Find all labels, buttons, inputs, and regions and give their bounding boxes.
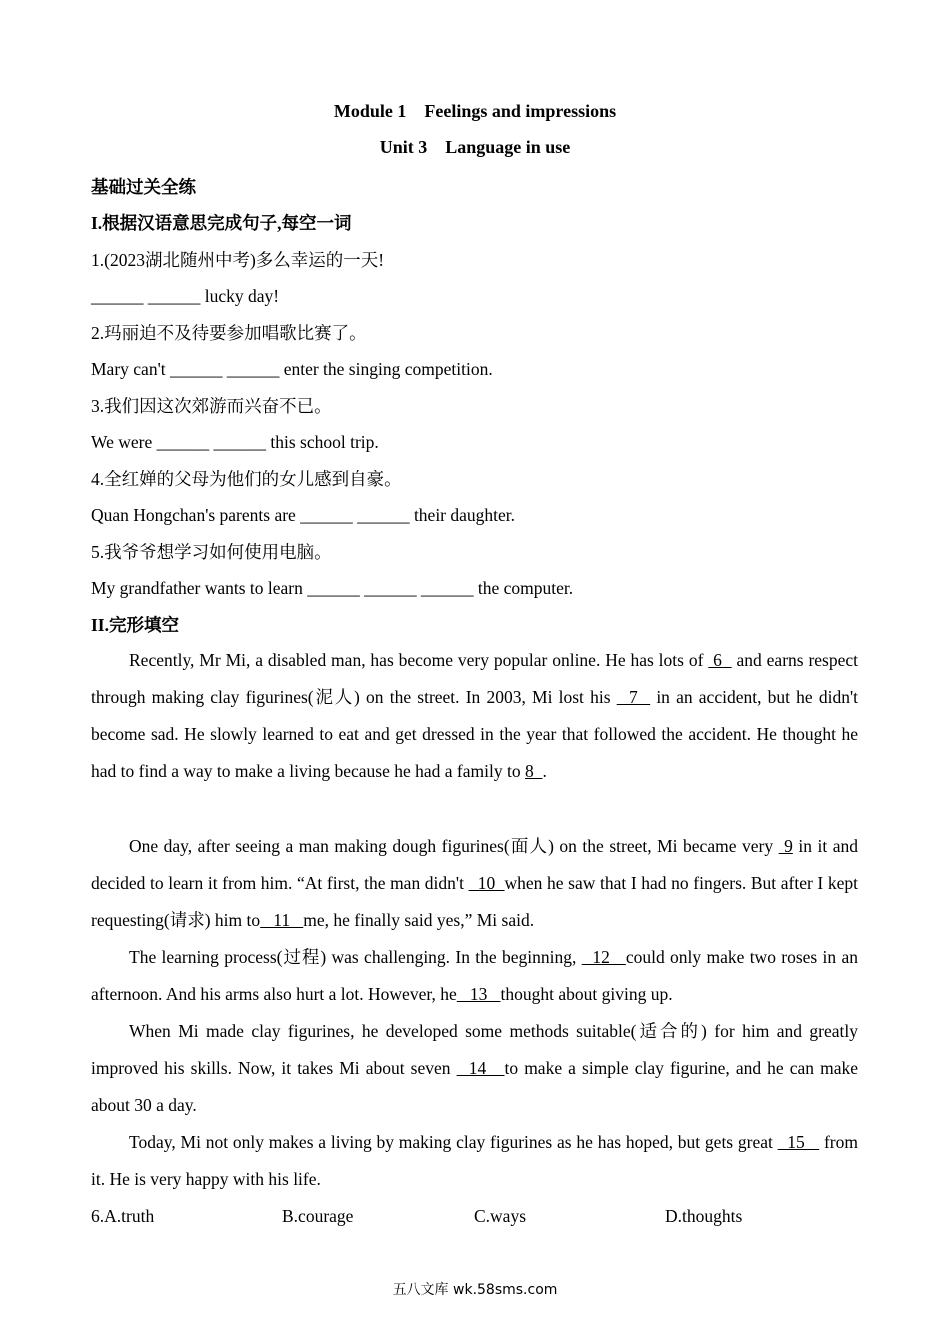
cloze-paragraph-4: When Mi made clay figurines, he developed some methods suitable(适合的) for him and greatly improved his skills. Now, it takes Mi about seven 14 to make a simple clay figurine, and he can make about 30 a day. [91,1021,859,1115]
footer-watermark: 五八文库 wk.58sms.com [392,1282,558,1298]
part1-heading: I.根据汉语意思完成句子,每空一词 [91,213,352,233]
q6-option-c: C.ways [474,1206,527,1226]
question-4-chinese: 4.全红婵的父母为他们的女儿感到自豪。 [91,469,402,489]
question-5-chinese: 5.我爷爷想学习如何使用电脑。 [91,542,332,562]
blank-14: 14 [456,1058,505,1078]
blank-6: 6 [708,650,732,670]
blank-11: 11 [260,910,304,930]
question-3-chinese: 3.我们因这次郊游而兴奋不已。 [91,396,332,416]
q6-option-b: B.courage [282,1206,354,1226]
module-title: Module 1 Feelings and impressions [333,101,617,121]
blank-7: 7 [616,687,651,707]
question-3-english: We were ______ ______ this school trip. [91,432,379,452]
cloze-paragraph-1: Recently, Mr Mi, a disabled man, has become very popular online. He has lots of 6 and earns respect through making clay figurines(泥人) on the street. In 2003, Mi lost his 7 in an accident, but he didn't become sad. He slowly learned to eat and get dressed in the year that followed the accident. He thought he had to find a way to make a living because he had a family to 8 . [91,650,859,781]
question-2-chinese: 2.玛丽迫不及待要参加唱歌比赛了。 [91,323,367,343]
q6-option-d: D.thoughts [665,1206,743,1226]
cloze-paragraph-2: One day, after seeing a man making dough figurines(面人) on the street, Mi became very 9 in it and decided to learn it from him. “At first, the man didn't 10 when he saw that I had no fingers. But after I kept requesting(请求) him to 11 me, he finally said yes,” Mi said. [91,836,858,930]
part2-heading: II.完形填空 [91,615,179,635]
question-1-chinese: 1.(2023湖北随州中考)多么幸运的一天! [91,250,385,270]
cloze-paragraph-5: Today, Mi not only makes a living by making clay figurines as he has hoped, but gets great 15 from it. He is very happy with his life. [91,1132,858,1189]
question-4-english: Quan Hongchan's parents are ______ ______ their daughter. [91,505,516,525]
cloze-paragraph-3: The learning process(过程) was challenging. In the beginning, 12 could only make two roses in an afternoon. And his arms also hurt a lot. However, he 13 thought about giving up. [91,947,859,1004]
unit-title: Unit 3 Language in use [379,137,571,157]
question-2-english: Mary can't ______ ______ enter the singing competition. [91,359,493,379]
blank-12: 12 [581,947,626,967]
blank-15: 15 [777,1132,820,1152]
blank-9: 9 [778,836,793,856]
blank-8: 8 [524,761,543,781]
section-heading: 基础过关全练 [91,177,196,197]
question-1-english: ______ ______ lucky day! [91,286,280,306]
question-5-english: My grandfather wants to learn ______ ______ ______ the computer. [91,578,574,598]
q6-option-a: 6.A.truth [91,1206,155,1226]
blank-13: 13 [456,984,501,1004]
blank-10: 10 [468,873,505,893]
